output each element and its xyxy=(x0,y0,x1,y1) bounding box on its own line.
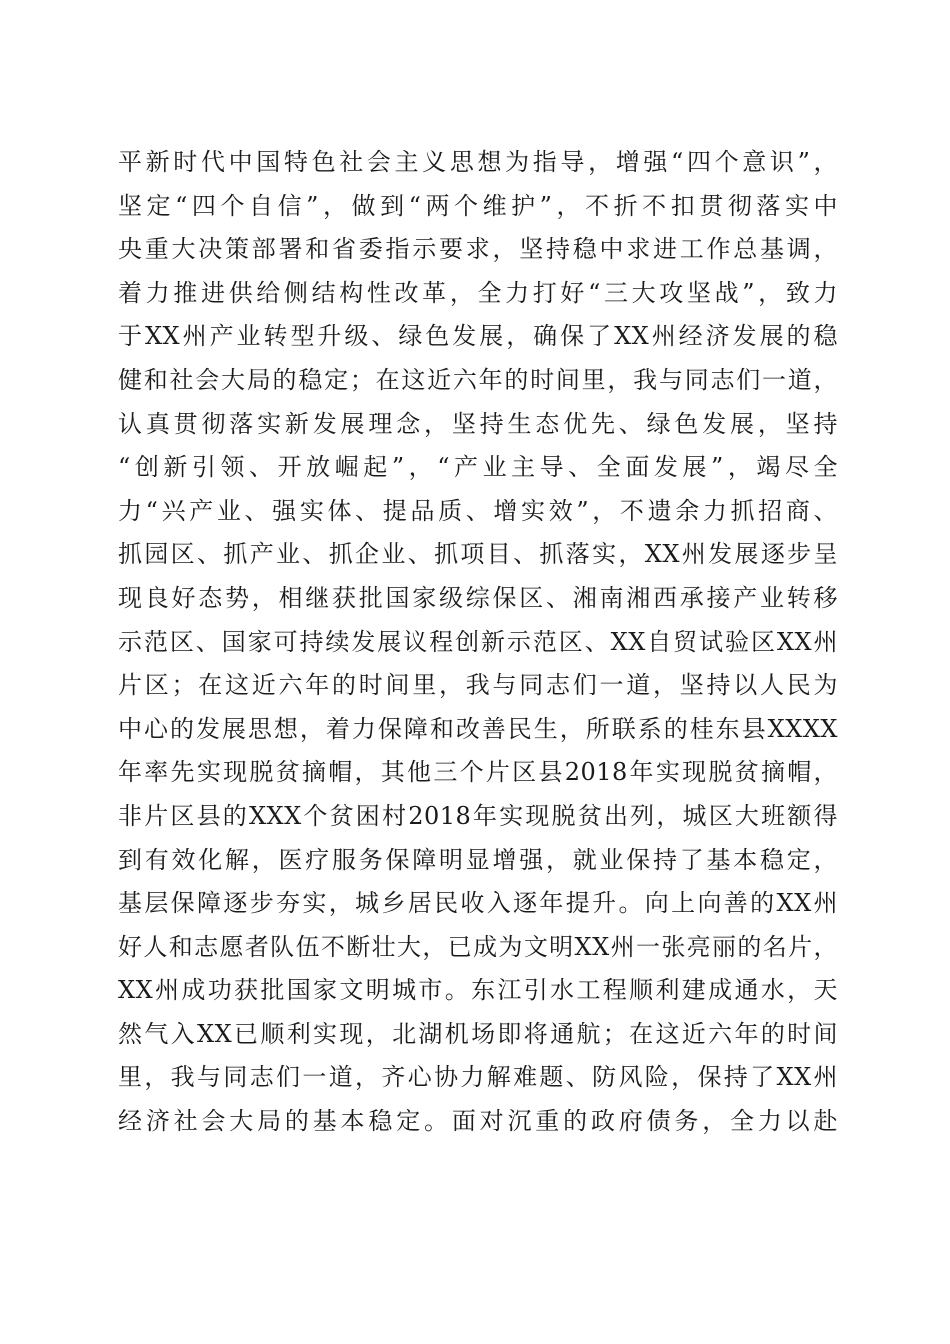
text-line: 健和社会大局的稳定；在这近六年的时间里，我与同志们一道， xyxy=(118,365,838,394)
text-line: 示范区、国家可持续发展议程创新示范区、XX自贸试验区XX州 xyxy=(118,627,838,656)
text-line: 抓园区、抓产业、抓企业、抓项目、抓落实，XX州发展逐步呈 xyxy=(118,540,838,569)
text-line: 然气入XX已顺利实现，北湖机场即将通航；在这近六年的时间 xyxy=(118,1019,838,1048)
text-line: 力“兴产业、强实体、提品质、增实效”，不遗余力抓招商、 xyxy=(118,496,838,525)
text-line: “创新引领、开放崛起”，“产业主导、全面发展”，竭尽全 xyxy=(118,453,838,482)
text-line: 年率先实现脱贫摘帽，其他三个片区县2018年实现脱贫摘帽， xyxy=(118,758,838,787)
text-line: 非片区县的XXX个贫困村2018年实现脱贫出列，城区大班额得 xyxy=(118,801,838,830)
text-line: 坚定“四个自信”，做到“两个维护”，不折不扣贯彻落实中 xyxy=(118,191,838,220)
text-line: 现良好态势，相继获批国家级综保区、湘南湘西承接产业转移 xyxy=(118,583,838,612)
text-line: 基层保障逐步夯实，城乡居民收入逐年提升。向上向善的XX州 xyxy=(118,889,838,918)
text-line: 中心的发展思想，着力保障和改善民生，所联系的桂东县XXXX xyxy=(118,714,838,743)
text-line: 片区；在这近六年的时间里，我与同志们一道，坚持以人民为 xyxy=(118,671,838,700)
text-line: 央重大决策部署和省委指示要求，坚持稳中求进工作总基调， xyxy=(118,235,838,264)
text-line: 着力推进供给侧结构性改革，全力打好“三大攻坚战”，致力 xyxy=(118,278,838,307)
text-line: 里，我与同志们一道，齐心协力解难题、防风险，保持了XX州 xyxy=(118,1063,838,1092)
text-line: 认真贯彻落实新发展理念，坚持生态优先、绿色发展，坚持 xyxy=(118,409,838,438)
body-text xyxy=(118,141,838,1144)
text-line: 平新时代中国特色社会主义思想为指导，增强“四个意识”， xyxy=(118,148,838,176)
text-line: 到有效化解，医疗服务保障明显增强，就业保持了基本稳定， xyxy=(118,845,838,874)
text-line: 经济社会大局的基本稳定。面对沉重的政府债务，全力以赴 xyxy=(118,1107,838,1136)
text-line: 好人和志愿者队伍不断壮大，已成为文明XX州一张亮丽的名片， xyxy=(118,932,838,961)
text-line: 于XX州产业转型升级、绿色发展，确保了XX州经济发展的稳 xyxy=(118,322,838,351)
text-line: XX州成功获批国家文明城市。东江引水工程顺利建成通水，天 xyxy=(118,976,838,1005)
